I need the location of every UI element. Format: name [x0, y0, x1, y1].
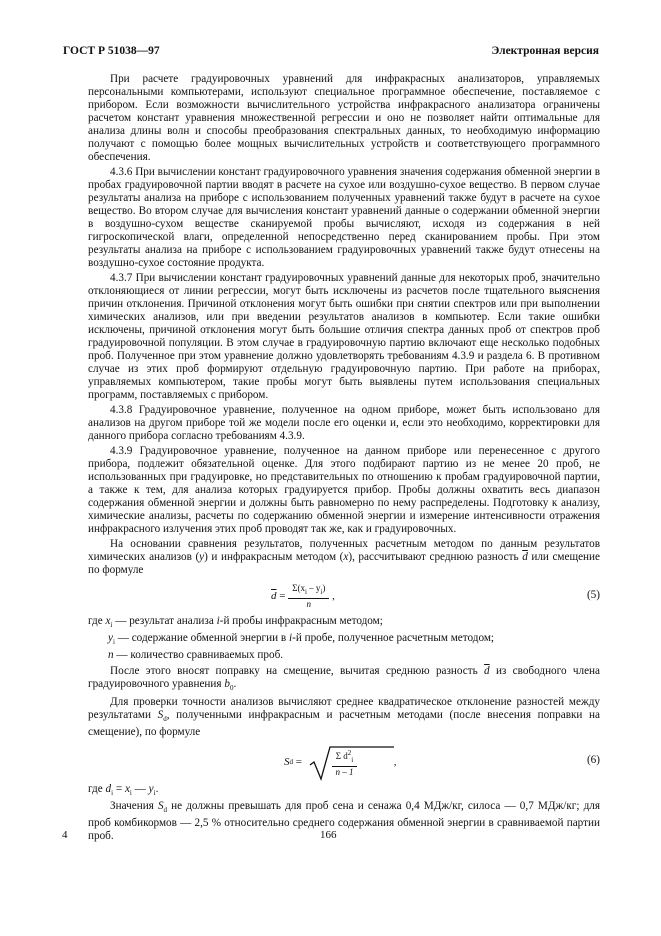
footer-section-number: 4 — [62, 829, 68, 841]
formula-6-sqrt: $\frac{\Sigma d^2_i}{n - 1}$ — [308, 745, 394, 781]
paragraph-4-3-9: 4.3.9 Градуировочное уравнение, полученное на данном приборе или перенесенное с другого прибора, подлежит обязательной оценке. Для этого подбирают партию из не менее 20 проб, не использованных при градуировке, но представительных по отношению к пробам градуировочной партии, а также к тем, для анализа которых градуируется прибор. Пробы должны охватить весь диапазон содержания обменной энергии и должны быть равномерно по нему распределены. Подготовку к анализу, химические анализы, расчеты по содержанию обменной энергии и измерение интенсивности отражения инфракрасного излучения этих проб проводят так же, как и градуировочных. — [88, 445, 600, 535]
paragraph-bias-intro: На основании сравнения результатов, полученных расчетным методом по данным результатов химических анализов (y) и инфракрасным методом (x), рассчитывают среднюю разность $\overline{d}$ или смещение по формуле — [88, 538, 600, 576]
paragraph-4-3-7: 4.3.7 При вычислении констант градуировочных уравнений данные для некоторых проб, значительно отклоняющиеся от линии регрессии, могут быть исключены из расчетов после тщательного выяснения причин отклонения. Причиной отклонения могут быть ошибки при снятии спектров или при выполнении химических анализов, или при введении результатов анализов в компьютер. Если такие ошибки исключены, причиной отклонения могут быть большие отличия спектра данных проб от спектров проб градуировочной популяции. В этом случае в градуировочную партию включают еще несколько подобных проб. Полученное при этом уравнение должно удовлетворять требованиям 4.3.9 и раздела 6. В противном случае из этих проб формируют отдельную градуировочную партию. При работе на приборах, управляемых компьютером, такие пробы могут быть выявлены путем использования специальных программ, поставляемых с прибором. — [88, 272, 600, 401]
body-text — [88, 73, 600, 843]
paragraph-bias-correction: После этого вносят поправку на смещение, вычитая среднюю разность $\overline{d}$ из свободного члена градуировочного уравнения $b_0$. — [88, 665, 600, 693]
formula-5-fraction: $\frac{\Sigma(x_i - y_i)}{n}$ — [288, 583, 329, 610]
formula-6-definition: где $d_i = x_i$ — $y_i$. — [88, 782, 159, 798]
paragraph-limits: Значения $S_d$ не должны превышать для проб сена и сенажа 0,4 МДж/кг, силоса — 0,7 МДж/кг; для проб комбикормов — 2,5 % относительно среднего содержания обменной энергии в сравниваемой партии проб. — [88, 800, 600, 843]
formula-5-definitions: где $x_i$ — результат анализа i-й пробы инфракрасным методом; $y_i$ — содержание обменной энергии в i-й пробе, полученное расчетным методом; n — количество сравниваемых проб. — [88, 615, 495, 662]
formula-6: S d = $\frac{\Sigma d^2_i}{n - 1}$ , (6) — [88, 743, 600, 779]
formula-5-number: (5) — [586, 589, 600, 601]
version-label: Электронная версия — [491, 45, 599, 57]
paragraph-4-3-6: 4.3.6 При вычислении констант градуировочного уравнения значения содержания обменной энергии в пробах градуировочной партии вводят в расчете на сухое или воздушно-сухое вещество. В первом случае результаты анализа на приборе с использованием полученных уравнений также будут в расчете на сухое вещество. Во втором случае для вычисления констант уравнений данные о содержании обменной энергии в воздушно-сухом веществе сканируемой пробы вычисляют, исходя из содержания в ней гигроскопической влаги, определенной непосредственно перед сканированием пробы. При этом результаты анализа на приборе с использованием градуировочных уравнений также будут отнесены на воздушно-сухое состояние продукта. — [88, 166, 600, 269]
paragraph-software: При расчете градуировочных уравнений для инфракрасных анализаторов, управляемых персональными компьютерами, используют специальное программное обеспечение, поставляемое с прибором. Если возможности вычислительного устройства инфракрасного анализатора ограничены расчетом констант уравнения множественной регрессии и оно не позволяет найти оптимальные для анализа длины волн и способы преобразования спектральных данных, то необходимую информацию получают с помощью более мощных вычислительных устройств и соответствующего программного обеспечения. — [88, 73, 600, 163]
formula-5-lhs: $\overline{d}$ — [271, 589, 277, 602]
standard-title: ГОСТ Р 51038—97 — [63, 45, 160, 57]
page-number: 166 — [320, 829, 337, 841]
paragraph-4-3-8: 4.3.8 Градуировочное уравнение, полученное на одном приборе, может быть использовано для анализов на другом приборе той же модели после его оценки и, если это необходимо, корректировки для данного прибора согласно требованиям 4.3.9. — [88, 404, 600, 442]
paragraph-accuracy-check: Для проверки точности анализов вычисляют среднее квадратическое отклонение разностей между результатами $S_d$, полученными инфракрасным и расчетным методами (после внесения поправки на смещение), по формуле — [88, 695, 601, 738]
formula-6-number: (6) — [586, 753, 600, 766]
formula-6-lhs: S — [284, 756, 290, 769]
formula-5: $\overline{d}$ = $\frac{\Sigma(x_i - y_i)}{n}$ , (5) — [271, 583, 600, 609]
